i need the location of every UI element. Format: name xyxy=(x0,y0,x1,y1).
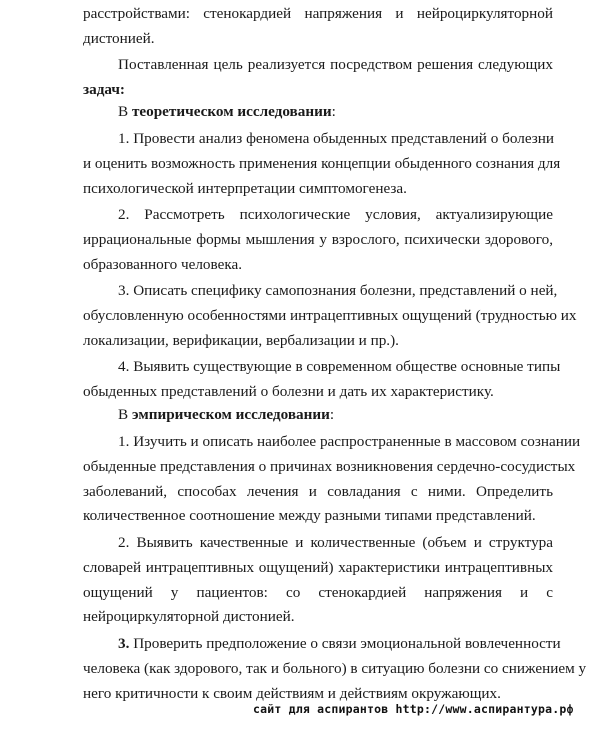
paragraph-intro-continuation xyxy=(83,2,553,52)
text-line: 4. Выявить существующие в современном обществе основные типы xyxy=(118,358,561,375)
text-line: обыденные представления о причинах возникновения сердечно-сосудистых xyxy=(83,457,576,475)
heading-prefix: В xyxy=(118,103,132,120)
text-line: 1. Изучить и описать наиболее распространенные в массовом сознании xyxy=(118,433,581,450)
heading-suffix: : xyxy=(331,103,336,120)
text-line: и оценить возможность применения концепции обыденного сознания для xyxy=(83,154,561,172)
text-line: психологической интерпретации симптомогенеза. xyxy=(83,179,407,197)
text-line: 1. Провести анализ феномена обыденных представлений о болезни xyxy=(118,130,555,147)
text-line: заболеваний, способах лечения и совладания с ними. Определить xyxy=(83,482,553,500)
empirical-task-1 xyxy=(83,430,581,529)
theory-task-3 xyxy=(83,279,577,353)
text-line: дистонией. xyxy=(83,29,155,47)
theory-task-1 xyxy=(83,127,561,201)
theory-task-2 xyxy=(83,203,553,277)
text-line: него критичности к своим действиям и действиям окружающих. xyxy=(83,684,501,702)
text-line: 2. Рассмотреть психологические условия, актуализирующие xyxy=(118,206,553,223)
heading-bold: теоретическом исследовании xyxy=(131,103,332,120)
item-text: Проверить предположение о связи эмоциональной вовлеченности xyxy=(129,635,561,652)
text-line: иррациональные формы мышления у взрослого, психически здорового, xyxy=(83,230,553,248)
paragraph-goal xyxy=(83,53,553,103)
text-line: 3. Описать специфику самопознания болезни, представлений о ней, xyxy=(118,282,558,299)
empirical-task-3 xyxy=(83,632,587,706)
text-line: обыденных представлений о болезни и дать их характеристику. xyxy=(83,382,494,400)
text-line-bold: задач: xyxy=(83,80,125,98)
text-line: словарей интрацептивных ощущений) характеристики интрацептивных xyxy=(83,558,553,576)
theory-task-4 xyxy=(83,355,561,405)
item-number: 3. xyxy=(118,635,130,652)
heading-suffix: : xyxy=(329,406,335,423)
text-line: количественное соотношение между разными типами представлений. xyxy=(83,507,536,525)
text-line: локализации, верификации, вербализации и пр.). xyxy=(83,331,399,349)
text-line: расстройствами: стенокардией напряжения и нейроциркуляторной xyxy=(83,5,553,22)
empirical-heading xyxy=(118,403,588,428)
text-line: человека (как здорового, так и больного) в ситуацию болезни со снижением у xyxy=(83,659,587,677)
heading-bold: эмпирическом исследовании xyxy=(131,406,330,423)
text-line: обусловленную особенностями интрацептивных ощущений (трудностью их xyxy=(83,306,577,324)
text-line: 2. Выявить качественные и количественные (объем и структура xyxy=(118,534,553,551)
site-footer-watermark: сайт для аспирантов http://www.аспирантура.рф xyxy=(253,702,574,716)
empirical-task-2 xyxy=(83,531,553,630)
text-line: Поставленная цель реализуется посредством решения следующих xyxy=(118,56,553,73)
text-line: образованного человека. xyxy=(83,255,243,273)
text-line xyxy=(83,632,561,657)
text-line: ощущений у пациентов: со стенокардией напряжения и с xyxy=(83,583,553,601)
theory-heading xyxy=(118,100,588,125)
heading-prefix: В xyxy=(118,406,132,423)
text-line: нейроциркуляторной дистонией. xyxy=(83,608,295,626)
